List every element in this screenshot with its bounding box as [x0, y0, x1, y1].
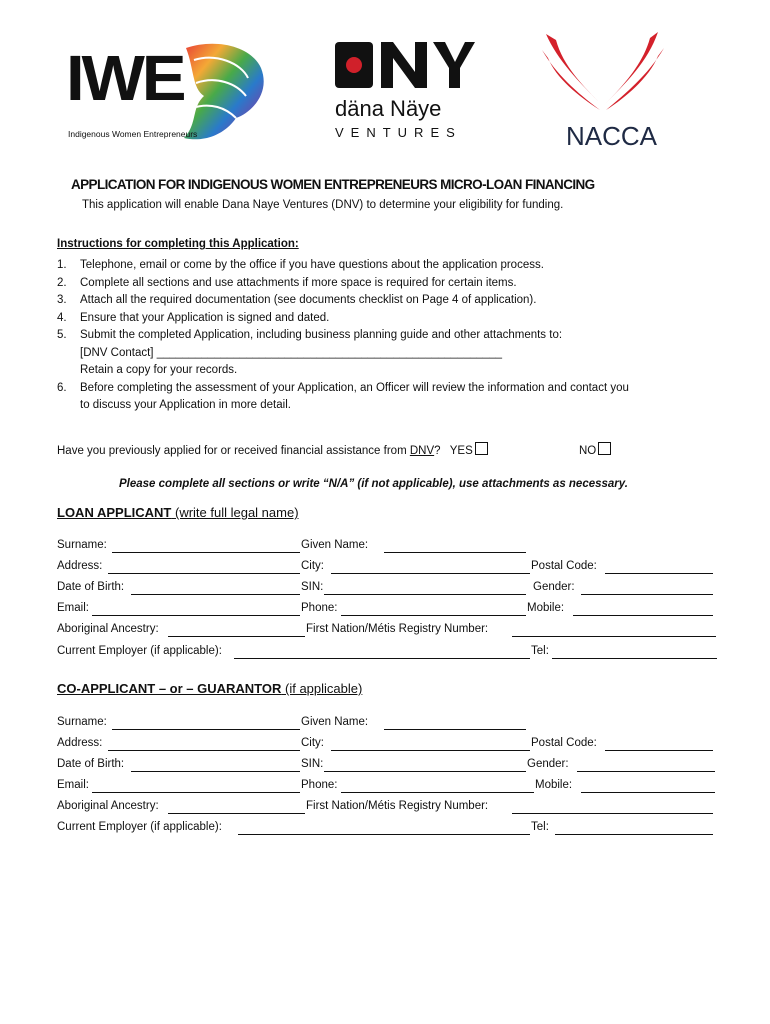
nacca-name: NACCA [566, 121, 658, 151]
mobile-field[interactable] [573, 615, 713, 616]
gender-label: Gender: [533, 581, 575, 593]
co-registry-number-field[interactable] [512, 813, 713, 814]
dnv-contact-line[interactable]: [DNV Contact] ______________________________________________________ [80, 346, 503, 359]
completion-note: Please complete all sections or write “N/A” (if not applicable), use attachments as necessary. [119, 478, 628, 490]
co-phone-field[interactable] [341, 792, 534, 793]
city-label: City: [301, 560, 324, 572]
iwe-letters: IWE [66, 42, 184, 114]
co-current-employer-label: Current Employer (if applicable): [57, 821, 222, 833]
date-of-birth-field[interactable] [131, 594, 300, 595]
no-option [579, 442, 611, 457]
co-applicant-heading: CO-APPLICANT – or – GUARANTOR (if applicable) [57, 681, 363, 696]
co-surname-field[interactable] [112, 729, 300, 730]
postal-code-label: Postal Code: [531, 560, 597, 572]
co-surname-label: Surname: [57, 716, 107, 728]
tel-field[interactable] [552, 658, 717, 659]
co-phone-label: Phone: [301, 779, 338, 791]
current-employer-field[interactable] [234, 658, 530, 659]
phone-label: Phone: [301, 602, 338, 614]
gender-field[interactable] [581, 594, 713, 595]
co-address-label: Address: [57, 737, 103, 749]
intro-text: This application will enable Dana Naye Ventures (DNV) to determine your eligibility for funding. [82, 199, 564, 211]
address-label: Address: [57, 560, 103, 572]
instruction-item: 5. Submit the completed Application, including business planning guide and other attachments to: [57, 329, 563, 341]
given-name-field[interactable] [384, 552, 526, 553]
co-gender-field[interactable] [577, 771, 715, 772]
nacca-bird-icon [538, 26, 668, 116]
retain-copy-text: Retain a copy for your records. [80, 364, 238, 376]
co-sin-field[interactable] [324, 771, 526, 772]
date-of-birth-label: Date of Birth: [57, 581, 125, 593]
co-given-name-label: Given Name: [301, 716, 369, 728]
co-address-field[interactable] [108, 750, 300, 751]
no-label: NO [579, 445, 597, 457]
yes-checkbox[interactable] [475, 442, 488, 455]
dnv-logo [335, 38, 480, 143]
co-gender-label: Gender: [527, 758, 569, 770]
co-tel-field[interactable] [555, 834, 713, 835]
yes-label: YES [449, 445, 473, 457]
phone-field[interactable] [341, 615, 526, 616]
instruction-item: 4. Ensure that your Application is signed and dated. [57, 311, 330, 324]
dnv-sub: VENTURES [335, 125, 462, 140]
co-date-of-birth-label: Date of Birth: [57, 758, 125, 770]
registry-number-field[interactable] [512, 636, 716, 637]
loan-applicant-heading: LOAN APPLICANT (write full legal name) [57, 505, 299, 520]
sin-field[interactable] [324, 594, 526, 595]
nacca-logo [538, 26, 668, 151]
email-label: Email: [57, 602, 89, 614]
co-sin-label: SIN: [301, 758, 324, 770]
page-title: APPLICATION FOR INDIGENOUS WOMEN ENTREPRENEURS MICRO-LOAN FINANCING [71, 177, 595, 192]
instructions-list [57, 257, 629, 415]
dnv-name: däna Näye [335, 96, 442, 121]
registry-number-label: First Nation/Métis Registry Number: [306, 623, 489, 635]
email-field[interactable] [92, 615, 300, 616]
instruction-item: 1. Telephone, email or come by the office if you have questions about the application process. [57, 259, 544, 271]
co-postal-code-field[interactable] [605, 750, 713, 751]
sin-label: SIN: [301, 581, 324, 593]
co-mobile-field[interactable] [581, 792, 715, 793]
co-email-field[interactable] [92, 792, 300, 793]
co-mobile-label: Mobile: [535, 779, 573, 791]
co-postal-code-label: Postal Code: [531, 737, 597, 749]
co-email-label: Email: [57, 779, 89, 791]
co-aboriginal-ancestry-label: Aboriginal Ancestry: [57, 800, 159, 812]
co-city-label: City: [301, 737, 324, 749]
surname-field[interactable] [112, 552, 300, 553]
co-date-of-birth-field[interactable] [131, 771, 300, 772]
mobile-label: Mobile: [527, 602, 565, 614]
instruction-item: 3. Attach all the required documentation (see documents checklist on Page 4 of application). [57, 294, 537, 306]
aboriginal-ancestry-label: Aboriginal Ancestry: [57, 623, 159, 635]
instruction-item: 6. Before completing the assessment of your Application, an Officer will review the information and contact you [57, 381, 629, 394]
postal-code-field[interactable] [605, 573, 713, 574]
instruction-item: 2. Complete all sections and use attachments if more space is required for certain items. [57, 276, 517, 289]
city-field[interactable] [331, 573, 530, 574]
address-field[interactable] [108, 573, 300, 574]
tel-label: Tel: [531, 645, 549, 657]
co-given-name-field[interactable] [384, 729, 526, 730]
co-city-field[interactable] [331, 750, 530, 751]
previous-assistance-question: Have you previously applied for or received financial assistance from DNV? YES [57, 442, 488, 457]
instructions-heading: Instructions for completing this Application: [57, 238, 299, 250]
instruction-item-continuation: to discuss your Application in more detail. [80, 399, 291, 411]
given-name-label: Given Name: [301, 539, 369, 551]
dnv-mark-graphic [335, 38, 475, 90]
iwe-caption: Indigenous Women Entrepreneurs [68, 129, 198, 139]
no-checkbox[interactable] [598, 442, 611, 455]
iwe-logo [66, 38, 276, 148]
current-employer-label: Current Employer (if applicable): [57, 645, 222, 657]
aboriginal-ancestry-field[interactable] [168, 636, 305, 637]
co-current-employer-field[interactable] [238, 834, 530, 835]
co-tel-label: Tel: [531, 821, 549, 833]
co-registry-number-label: First Nation/Métis Registry Number: [306, 800, 489, 812]
surname-label: Surname: [57, 539, 107, 551]
co-aboriginal-ancestry-field[interactable] [168, 813, 305, 814]
